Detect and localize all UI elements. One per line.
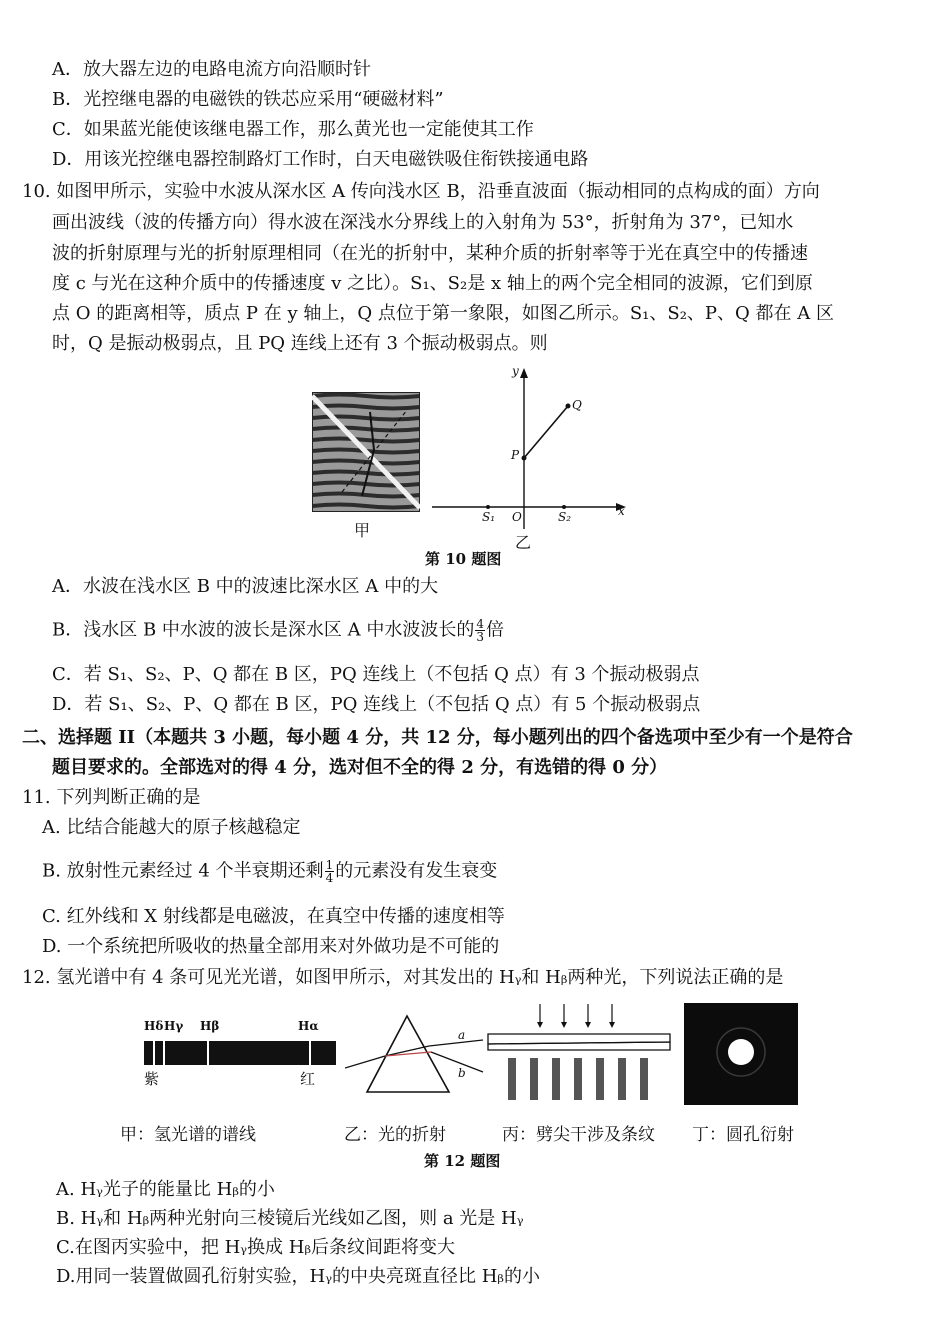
q12-spectrum-label-h-alpha: Hα: [298, 1019, 319, 1033]
q12-ray-b-label: b: [458, 1066, 466, 1080]
q12-spectrum-label-h-delta: Hδ: [144, 1019, 164, 1033]
q10-option-b-text: B．浅水区 B 中水波的波长是深水区 A 中水波波长的: [52, 619, 475, 641]
q12-stem: 12. 氢光谱中有 4 条可见光光谱，如图甲所示，对其发出的 Hᵧ和 Hᵦ两种光，下列说法正确的是: [22, 967, 784, 988]
q12-option-a: A. Hᵧ光子的能量比 Hᵦ的小: [56, 1179, 275, 1200]
q10-s2-label: S₂: [558, 510, 572, 524]
q12-ray-a-label: a: [458, 1028, 466, 1042]
q10-figure-yi-diagram: [432, 364, 632, 534]
q12-caption-bing: 丙：劈尖干涉及条纹: [502, 1125, 655, 1145]
q11-option-a: A. 比结合能越大的原子核越稳定: [42, 817, 301, 838]
q10-stem-line-5: 点 O 的距离相等，质点 P 在 y 轴上，Q 点位于第一象限，如图乙所示。S₁、S₂、P、Q 都在 A 区: [52, 303, 834, 324]
section-2-header-line-1: 二、选择题 II（本题共 3 小题，每小题 4 分，共 12 分，每小题列出的四个备选项中至少有一个是符合: [22, 727, 853, 748]
q12-figure-yi-prism: [345, 1010, 485, 1100]
q12-spectrum-purple-label: 紫: [144, 1070, 160, 1088]
q12-caption-jia: 甲：氢光谱的谱线: [120, 1125, 256, 1145]
q9-option-a: A．放大器左边的电路电流方向沿顺时针: [52, 59, 371, 80]
q12-spectrum-label-h-gamma: Hγ: [164, 1019, 184, 1033]
q11-option-d: D. 一个系统把所吸收的热量全部用来对外做功是不可能的: [42, 936, 500, 957]
q9-option-c: C．如果蓝光能使该继电器工作，那么黄光也一定能使其工作: [52, 119, 534, 140]
q10-x-axis-label: x: [618, 504, 625, 518]
q12-figure-caption: 第 12 题图: [424, 1152, 501, 1170]
q12-option-b: B. Hᵧ和 Hᵦ两种光射向三棱镜后光线如乙图，则 a 光是 Hᵧ: [56, 1208, 524, 1229]
q10-point-p-label: P: [511, 448, 520, 462]
q11-option-b-fraction: [325, 859, 335, 884]
q10-figure-jia-label: 甲: [354, 521, 371, 540]
q9-option-d: D．用该光控继电器控制路灯工作时，白天电磁铁吸住衔铁接通电路: [52, 149, 589, 170]
section-2-header-line-2: 题目要求的。全部选对的得 4 分，选对但不全的得 2 分，有选错的得 0 分）: [52, 757, 668, 778]
q12-figure-ding-diffraction: [684, 1003, 798, 1105]
q10-stem-line-2: 画出波线（波的传播方向）得水波在深浅水分界线上的入射角为 53°，折射角为 37°，已知水: [52, 212, 794, 233]
q10-option-d: D．若 S₁、S₂、P、Q 都在 B 区，PQ 连线上（不包括 Q 点）有 5 个振动极弱点: [52, 694, 701, 715]
q9-option-b: B．光控继电器的电磁铁的铁芯应采用“硬磁材料”: [52, 89, 444, 110]
q11-fraction-denominator: 4: [325, 871, 334, 885]
q10-figure-yi-label: 乙: [515, 533, 532, 552]
q10-origin-label: O: [512, 510, 522, 524]
q11-stem: 11. 下列判断正确的是: [22, 787, 201, 808]
q10-stem-line-1: 10. 如图甲所示，实验中水波从深水区 A 传向浅水区 B，沿垂直波面（振动相同的点构成的面）方向: [22, 181, 820, 202]
q10-stem-line-4: 度 c 与光在这种介质中的传播速度 v 之比）。S₁、S₂是 x 轴上的两个完全相同的波源，它们到原: [52, 273, 813, 294]
q12-option-d: D.用同一装置做圆孔衍射实验，Hᵧ的中央亮斑直径比 Hᵦ的小: [56, 1266, 540, 1287]
q10-stem-line-6: 时，Q 是振动极弱点，且 PQ 连线上还有 3 个振动极弱点。则: [52, 333, 548, 354]
q10-fraction-numerator: 4: [476, 617, 484, 631]
q12-caption-ding: 丁：圆孔衍射: [692, 1125, 794, 1145]
q10-option-b-fraction: [475, 618, 485, 643]
q12-spectrum-label-h-beta: Hβ: [200, 1019, 220, 1033]
q11-fraction-numerator: 1: [325, 858, 334, 872]
q12-spectrum-red-label: 红: [300, 1070, 316, 1088]
q10-stem-line-3: 波的折射原理与光的折射原理相同（在光的折射中，某种介质的折射率等于光在真空中的传播速: [52, 243, 808, 264]
q11-option-b: [42, 859, 497, 884]
q10-option-b-suffix: 倍: [485, 619, 504, 641]
q10-figure-caption: 第 10 题图: [425, 550, 502, 568]
q11-option-b-text: B. 放射性元素经过 4 个半衰期还剩: [42, 860, 324, 882]
q10-option-c: C．若 S₁、S₂、P、Q 都在 B 区，PQ 连线上（不包括 Q 点）有 3 个振动极弱点: [52, 664, 700, 685]
q10-option-b: [52, 618, 504, 643]
q11-option-c: C. 红外线和 X 射线都是电磁波，在真空中传播的速度相等: [42, 906, 505, 927]
q10-point-q-label: Q: [572, 398, 582, 412]
q10-y-axis-label: y: [512, 364, 519, 378]
q11-option-b-suffix: 的元素没有发生衰变: [335, 860, 498, 882]
q12-caption-yi: 乙：光的折射: [344, 1125, 446, 1145]
q10-fraction-denominator: 3: [476, 630, 484, 644]
q10-option-a: A．水波在浅水区 B 中的波速比深水区 A 中的大: [52, 576, 439, 597]
q12-figure-bing-wedge: [484, 998, 680, 1103]
q10-s1-label: S₁: [482, 510, 496, 524]
q12-option-c: C.在图丙实验中，把 Hᵧ换成 Hᵦ后条纹间距将变大: [56, 1237, 456, 1258]
q10-figure-jia-photo: [312, 392, 420, 512]
